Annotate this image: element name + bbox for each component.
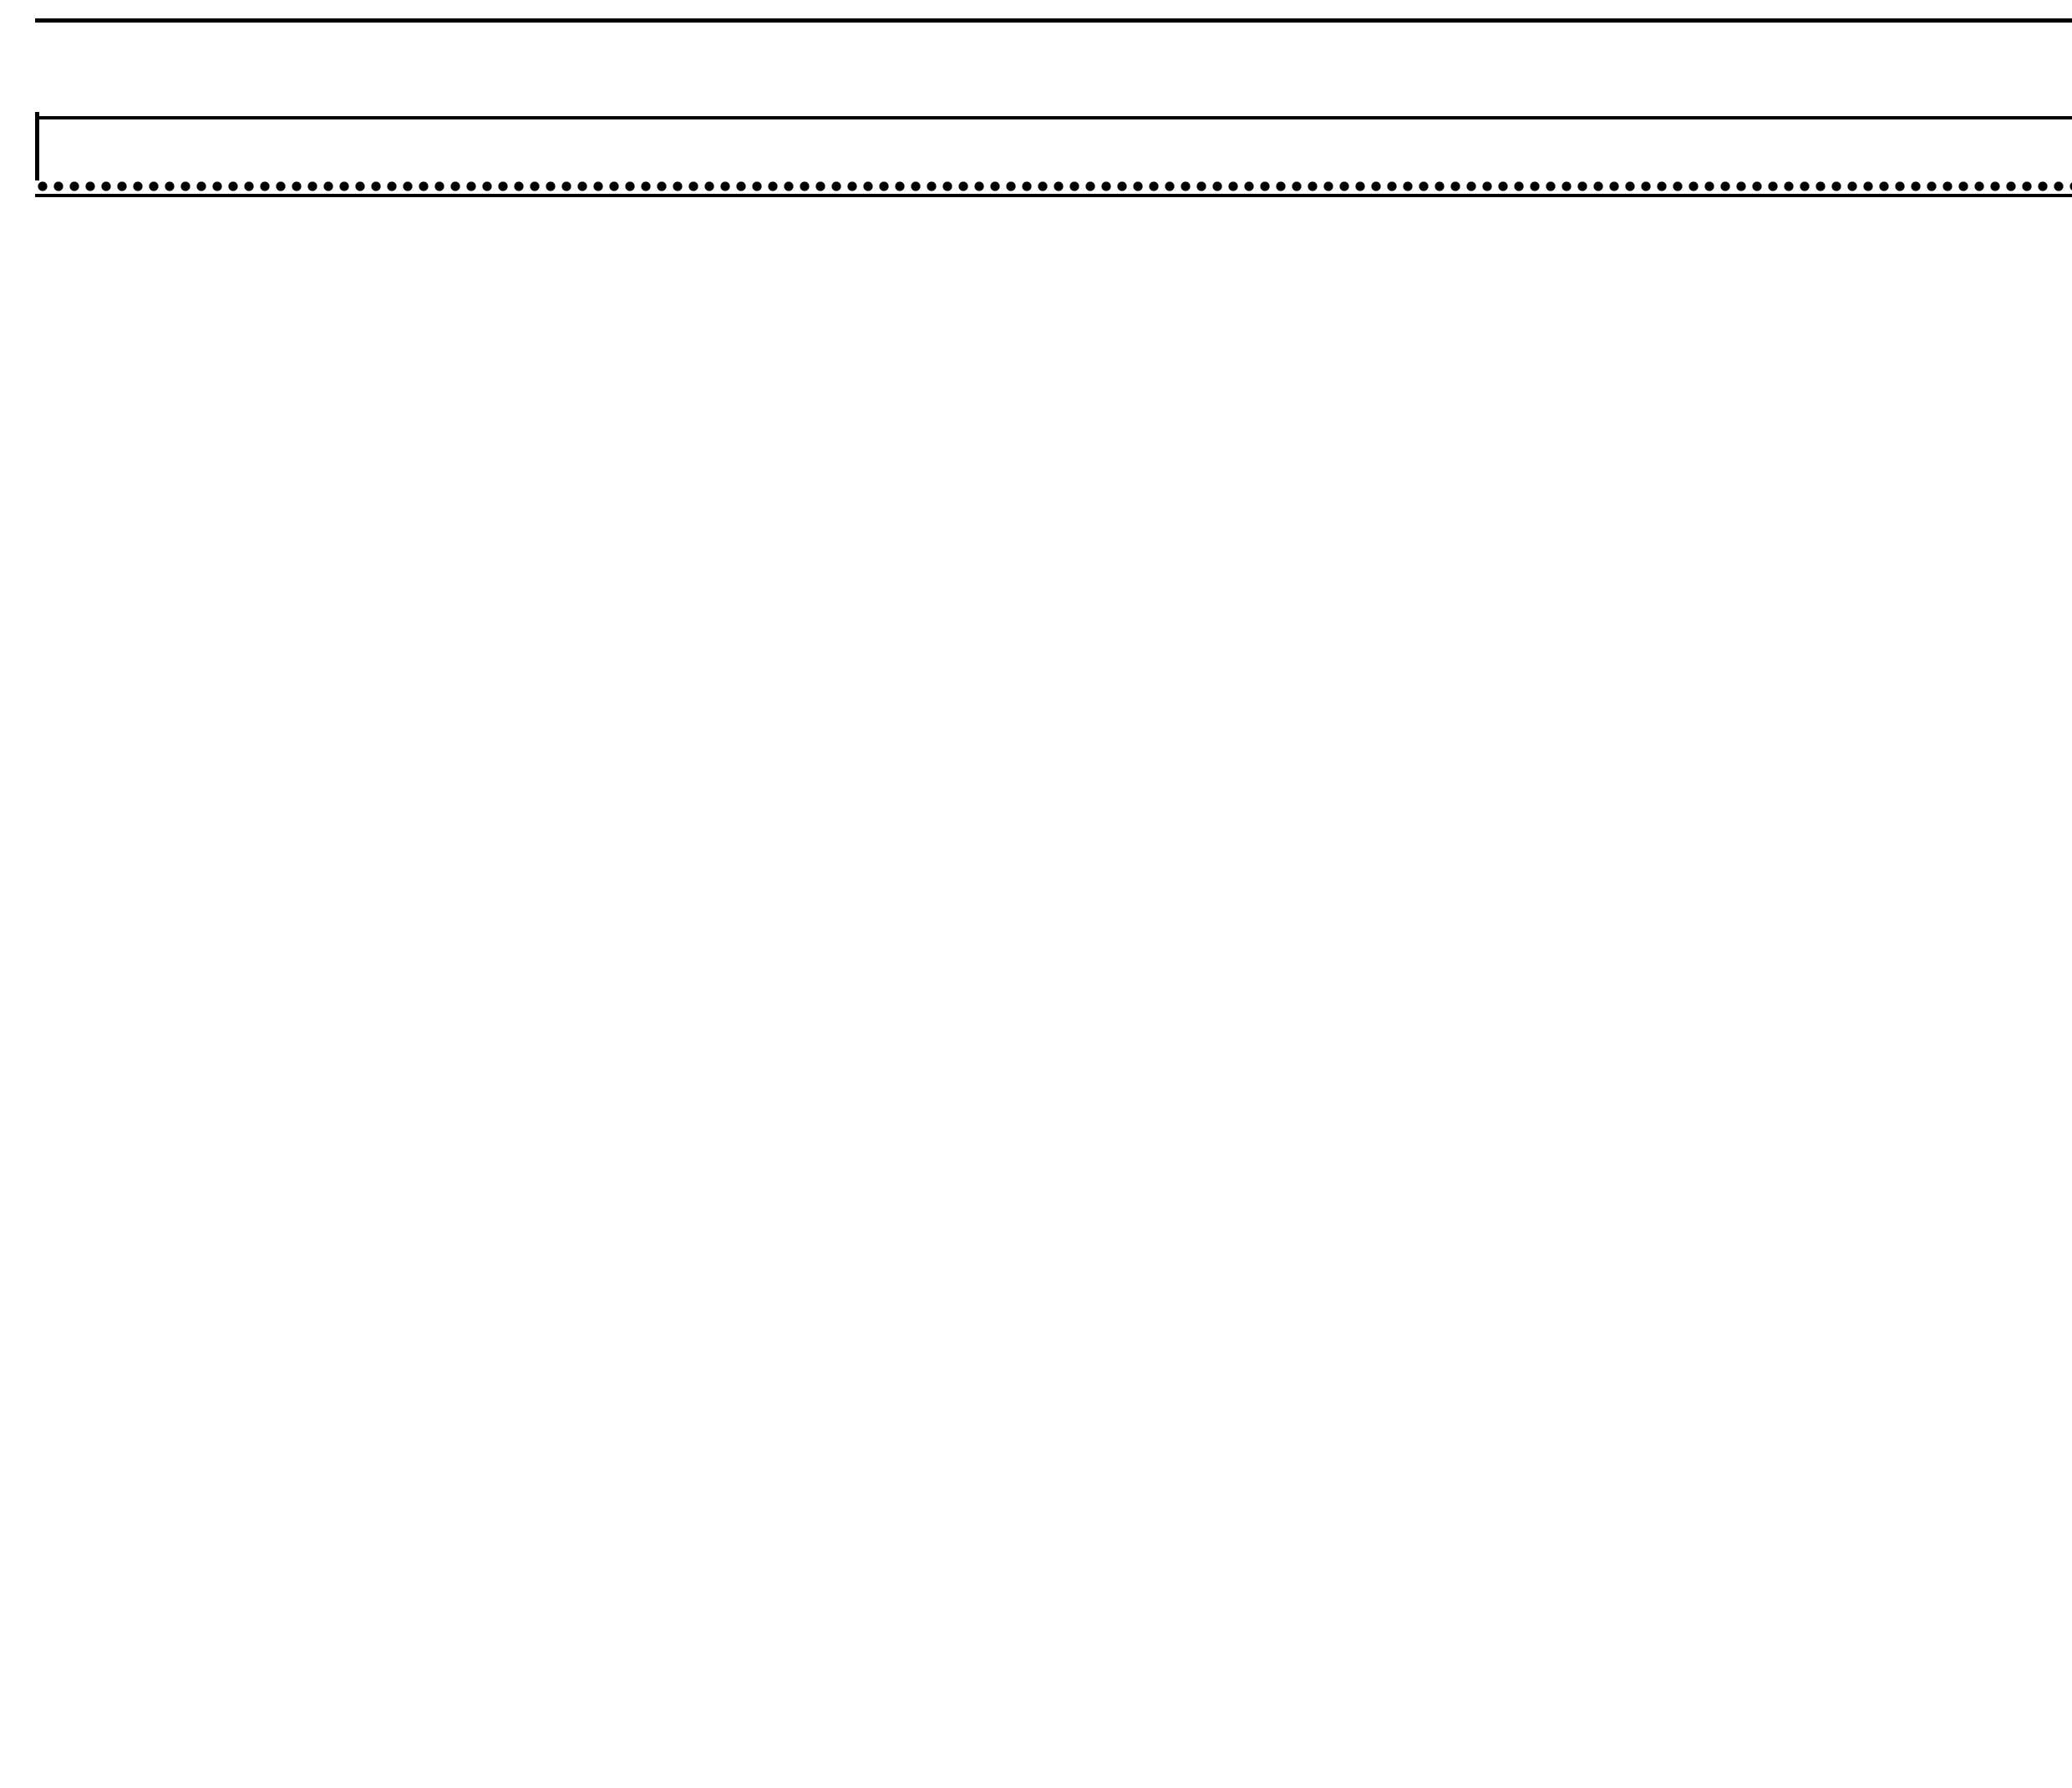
price-table	[35, 200, 2072, 1788]
dotted-divider	[37, 179, 2072, 194]
fahrschule-name-band	[35, 112, 2072, 180]
page-title-bar	[35, 18, 2072, 119]
dotted-divider-rule	[35, 194, 2072, 197]
